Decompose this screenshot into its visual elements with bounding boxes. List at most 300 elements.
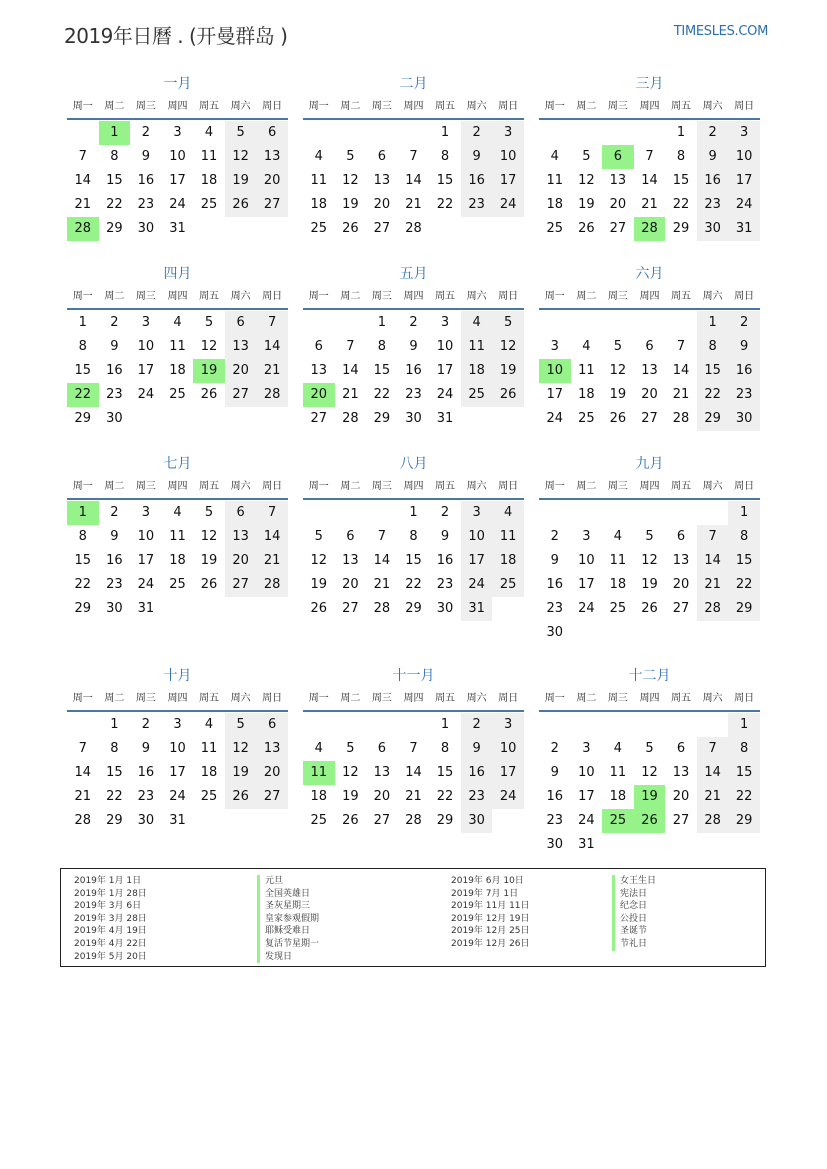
day-cell: 27 xyxy=(373,813,391,828)
weekday-label: 周一 xyxy=(308,291,329,302)
day-cell: 3 xyxy=(582,529,591,544)
holiday-name: 皇家参观假期 xyxy=(257,913,319,926)
day-cell: 3 xyxy=(440,315,450,330)
holiday-name: 纪念日 xyxy=(612,900,656,913)
day-cell: 7 xyxy=(256,501,288,525)
months-grid xyxy=(67,72,760,857)
day-cell: 11 xyxy=(609,765,627,780)
empty-day xyxy=(335,311,367,335)
weekday-label: 周五 xyxy=(199,693,220,704)
day-cell: 11 xyxy=(200,741,218,756)
day-cell: 19 xyxy=(641,577,658,592)
day-cell: 15 xyxy=(672,173,690,188)
weekday-header xyxy=(303,688,524,712)
day-cell: 21 xyxy=(405,197,422,212)
month-name: 六月 xyxy=(635,266,664,282)
day-cell: 9 xyxy=(110,529,119,544)
day-cell: 9 xyxy=(550,553,559,568)
day-cell: 17 xyxy=(461,549,493,573)
day-cell: 6 xyxy=(256,713,288,737)
weekday-label: 周五 xyxy=(435,693,456,704)
day-cell: 13 xyxy=(373,173,391,188)
weekday-label: 周二 xyxy=(104,693,125,704)
weekday-label: 周日 xyxy=(498,291,519,302)
day-cell: 22 xyxy=(728,785,760,809)
empty-day xyxy=(602,713,634,737)
month-calendar xyxy=(67,262,288,452)
month-name: 三月 xyxy=(635,76,664,92)
day-cell: 26 xyxy=(225,193,257,217)
day-cell: 1 xyxy=(377,315,387,330)
day-cell: 18 xyxy=(578,387,595,402)
day-grid xyxy=(539,713,760,857)
day-cell: 29 xyxy=(106,221,123,236)
day-cell: 26 xyxy=(578,221,595,236)
day-cell: 11 xyxy=(546,173,564,188)
day-cell: 5 xyxy=(346,149,355,164)
weekday-label: 周二 xyxy=(340,481,361,492)
weekday-label: 周四 xyxy=(167,693,188,704)
day-cell: 4 xyxy=(550,149,559,164)
day-cell: 16 xyxy=(405,363,422,378)
empty-day xyxy=(303,311,335,335)
day-cell: 6 xyxy=(225,311,257,335)
day-cell: 26 xyxy=(310,601,328,616)
day-cell: 29 xyxy=(373,411,391,426)
empty-day xyxy=(539,121,571,145)
day-cell: 2 xyxy=(461,713,493,737)
day-cell: 11 xyxy=(310,173,328,188)
day-cell: 1 xyxy=(78,315,87,330)
day-cell: 18 xyxy=(461,359,493,383)
empty-day xyxy=(571,121,603,145)
day-cell: 26 xyxy=(200,387,218,402)
month-name: 九月 xyxy=(635,456,664,472)
empty-day xyxy=(335,713,367,737)
day-cell: 27 xyxy=(672,601,690,616)
day-cell: 31 xyxy=(169,221,186,236)
day-cell: 21 xyxy=(641,197,658,212)
day-cell: 5 xyxy=(346,741,355,756)
day-cell: 5 xyxy=(645,741,654,756)
weekday-header xyxy=(539,476,760,500)
day-cell: 3 xyxy=(141,315,151,330)
day-cell: 22 xyxy=(672,197,690,212)
day-cell: 13 xyxy=(225,525,257,549)
empty-day xyxy=(571,501,603,525)
holiday-name: 圣灰星期三 xyxy=(257,900,319,913)
day-cell: 12 xyxy=(310,553,328,568)
day-cell: 4 xyxy=(613,741,623,756)
day-cell: 30 xyxy=(405,411,422,426)
day-cell: 24 xyxy=(546,411,564,426)
day-cell: 1 xyxy=(110,717,119,732)
holiday-date: 2019年 4月 22日 xyxy=(74,938,147,949)
empty-day xyxy=(398,121,430,145)
day-cell: 10 xyxy=(492,145,524,169)
day-cell: 23 xyxy=(405,387,422,402)
day-cell: 17 xyxy=(546,387,564,402)
day-cell: 21 xyxy=(672,387,690,402)
day-cell: 24 xyxy=(169,197,186,212)
day-cell: 2 xyxy=(440,505,450,520)
weekday-label: 周五 xyxy=(671,291,692,302)
day-cell: 4 xyxy=(314,741,323,756)
weekday-label: 周六 xyxy=(466,481,487,492)
holiday-name: 复活节星期一 xyxy=(257,938,319,951)
empty-day xyxy=(571,713,603,737)
day-cell: 3 xyxy=(582,741,591,756)
weekday-label: 周六 xyxy=(466,291,487,302)
day-cell: 12 xyxy=(225,737,257,761)
holiday-date: 2019年 4月 19日 xyxy=(74,926,147,937)
weekday-label: 周三 xyxy=(371,101,392,112)
day-cell: 27 xyxy=(310,411,328,426)
weekday-label: 周二 xyxy=(576,291,597,302)
empty-day xyxy=(665,713,697,737)
day-cell: 28 xyxy=(74,813,92,828)
weekday-label: 周六 xyxy=(230,481,251,492)
day-cell: 21 xyxy=(373,577,391,592)
day-cell: 23 xyxy=(546,813,564,828)
holiday-day-cell: 28 xyxy=(67,217,99,241)
day-cell: 27 xyxy=(609,221,627,236)
day-cell: 15 xyxy=(74,363,92,378)
day-cell: 7 xyxy=(256,311,288,335)
weekday-label: 周四 xyxy=(639,481,660,492)
day-cell: 11 xyxy=(169,529,186,544)
weekday-label: 周四 xyxy=(403,291,424,302)
day-cell: 14 xyxy=(672,363,690,378)
empty-day xyxy=(634,311,666,335)
weekday-label: 周日 xyxy=(262,481,283,492)
weekday-label: 周一 xyxy=(544,291,565,302)
day-cell: 4 xyxy=(173,505,182,520)
day-cell: 17 xyxy=(578,789,595,804)
day-cell: 17 xyxy=(728,169,760,193)
day-cell: 12 xyxy=(578,173,595,188)
holiday-names-col-1 xyxy=(257,875,319,963)
empty-day xyxy=(67,121,99,145)
day-cell: 17 xyxy=(169,765,186,780)
day-cell: 22 xyxy=(373,387,391,402)
weekday-label: 周一 xyxy=(308,481,329,492)
empty-day xyxy=(634,121,666,145)
day-cell: 30 xyxy=(697,217,729,241)
day-cell: 6 xyxy=(377,741,387,756)
day-cell: 26 xyxy=(225,785,257,809)
month-calendar xyxy=(303,262,524,452)
day-cell: 6 xyxy=(314,339,323,354)
weekday-label: 周六 xyxy=(702,481,723,492)
day-cell: 15 xyxy=(106,173,123,188)
day-cell: 2 xyxy=(141,125,151,140)
day-cell: 25 xyxy=(310,813,328,828)
day-cell: 13 xyxy=(256,737,288,761)
holiday-date: 2019年 3月 6日 xyxy=(74,901,142,912)
day-cell: 22 xyxy=(74,577,92,592)
day-cell: 24 xyxy=(578,813,595,828)
weekday-label: 周三 xyxy=(607,481,628,492)
day-cell: 15 xyxy=(728,549,760,573)
day-cell: 3 xyxy=(173,717,182,732)
day-cell: 4 xyxy=(492,501,524,525)
holiday-date: 2019年 1月 1日 xyxy=(74,876,142,886)
weekday-label: 周二 xyxy=(576,693,597,704)
holiday-name: 耶稣受难日 xyxy=(257,925,319,938)
empty-day xyxy=(335,501,367,525)
holiday-dates-col-1 xyxy=(74,875,147,963)
day-cell: 21 xyxy=(256,549,288,573)
day-cell: 14 xyxy=(256,335,288,359)
month-name: 四月 xyxy=(163,266,192,282)
day-cell: 14 xyxy=(74,765,92,780)
day-grid xyxy=(67,501,288,621)
weekday-label: 周三 xyxy=(135,291,156,302)
day-cell: 8 xyxy=(440,741,450,756)
month-name: 一月 xyxy=(163,76,192,92)
weekday-header xyxy=(67,96,288,120)
day-grid xyxy=(539,121,760,241)
empty-day xyxy=(602,121,634,145)
day-cell: 18 xyxy=(609,577,627,592)
holiday-name: 公投日 xyxy=(612,913,656,926)
weekday-label: 周四 xyxy=(403,481,424,492)
holiday-date: 2019年 12月 26日 xyxy=(451,938,530,949)
holiday-name: 女王生日 xyxy=(612,875,656,888)
day-cell: 20 xyxy=(256,761,288,785)
weekday-label: 周四 xyxy=(403,101,424,112)
holiday-name: 宪法日 xyxy=(612,888,656,901)
empty-day xyxy=(697,501,729,525)
holiday-date: 2019年 6月 10日 xyxy=(451,876,524,886)
day-cell: 6 xyxy=(256,121,288,145)
holiday-name: 元旦 xyxy=(257,875,319,888)
day-cell: 30 xyxy=(436,601,454,616)
day-cell: 23 xyxy=(106,387,123,402)
day-cell: 26 xyxy=(609,411,627,426)
day-cell: 16 xyxy=(106,363,123,378)
day-cell: 6 xyxy=(377,149,387,164)
day-cell: 14 xyxy=(697,549,729,573)
empty-day xyxy=(571,311,603,335)
day-cell: 24 xyxy=(578,601,595,616)
weekday-label: 周一 xyxy=(72,693,93,704)
weekday-label: 周日 xyxy=(734,693,755,704)
weekday-label: 周二 xyxy=(340,291,361,302)
day-cell: 17 xyxy=(137,363,155,378)
day-cell: 4 xyxy=(204,717,214,732)
day-cell: 18 xyxy=(200,173,218,188)
day-cell: 25 xyxy=(546,221,564,236)
holiday-date: 2019年 7月 1日 xyxy=(451,888,519,899)
day-cell: 13 xyxy=(672,765,690,780)
day-cell: 23 xyxy=(697,193,729,217)
weekday-label: 周二 xyxy=(104,101,125,112)
day-cell: 14 xyxy=(373,553,391,568)
day-cell: 20 xyxy=(672,577,690,592)
holiday-day-cell: 19 xyxy=(193,359,225,383)
weekday-label: 周四 xyxy=(639,291,660,302)
weekday-header xyxy=(67,688,288,712)
holiday-day-cell: 26 xyxy=(634,809,666,833)
day-grid xyxy=(539,501,760,645)
weekday-header xyxy=(303,476,524,500)
day-cell: 28 xyxy=(697,597,729,621)
weekday-label: 周三 xyxy=(607,101,628,112)
day-cell: 19 xyxy=(578,197,595,212)
day-cell: 6 xyxy=(645,339,654,354)
day-cell: 21 xyxy=(697,573,729,597)
month-calendar xyxy=(67,452,288,664)
day-cell: 3 xyxy=(173,125,182,140)
day-cell: 9 xyxy=(461,145,493,169)
day-cell: 28 xyxy=(256,573,288,597)
weekday-label: 周六 xyxy=(702,101,723,112)
day-cell: 18 xyxy=(609,789,627,804)
empty-day xyxy=(335,121,367,145)
day-cell: 7 xyxy=(676,339,686,354)
weekday-label: 周五 xyxy=(671,693,692,704)
day-cell: 8 xyxy=(78,339,87,354)
day-cell: 31 xyxy=(578,837,595,852)
day-cell: 27 xyxy=(256,193,288,217)
day-cell: 1 xyxy=(728,713,760,737)
day-cell: 9 xyxy=(141,149,151,164)
day-cell: 3 xyxy=(492,713,524,737)
weekday-label: 周四 xyxy=(639,101,660,112)
weekday-label: 周六 xyxy=(702,693,723,704)
day-cell: 20 xyxy=(373,197,391,212)
holiday-name: 节礼日 xyxy=(612,938,656,951)
day-cell: 20 xyxy=(256,169,288,193)
day-cell: 18 xyxy=(169,553,186,568)
holiday-date: 2019年 12月 19日 xyxy=(451,913,530,924)
day-cell: 3 xyxy=(141,505,151,520)
day-cell: 3 xyxy=(461,501,493,525)
weekday-header xyxy=(539,96,760,120)
month-calendar xyxy=(67,664,288,857)
day-cell: 24 xyxy=(137,577,155,592)
day-cell: 11 xyxy=(200,149,218,164)
empty-day xyxy=(697,713,729,737)
day-cell: 30 xyxy=(106,411,123,426)
weekday-label: 周五 xyxy=(199,481,220,492)
weekday-label: 周五 xyxy=(435,481,456,492)
month-name: 十二月 xyxy=(628,668,671,684)
day-cell: 12 xyxy=(200,339,218,354)
day-cell: 7 xyxy=(697,737,729,761)
day-cell: 8 xyxy=(110,149,119,164)
holiday-date: 2019年 5月 20日 xyxy=(74,951,147,962)
day-cell: 4 xyxy=(461,311,493,335)
day-cell: 18 xyxy=(169,363,186,378)
day-cell: 31 xyxy=(137,601,155,616)
day-cell: 13 xyxy=(609,173,627,188)
holiday-date: 2019年 1月 28日 xyxy=(74,888,147,899)
empty-day xyxy=(634,501,666,525)
day-cell: 17 xyxy=(169,173,186,188)
weekday-label: 周一 xyxy=(72,481,93,492)
day-cell: 14 xyxy=(256,525,288,549)
day-cell: 7 xyxy=(645,149,654,164)
day-cell: 8 xyxy=(440,149,450,164)
day-cell: 16 xyxy=(546,789,564,804)
empty-day xyxy=(539,713,571,737)
day-cell: 31 xyxy=(169,813,186,828)
day-grid xyxy=(539,311,760,431)
holiday-dates-col-2 xyxy=(451,875,530,951)
empty-day xyxy=(665,501,697,525)
day-cell: 17 xyxy=(436,363,454,378)
weekday-label: 周日 xyxy=(498,481,519,492)
day-cell: 27 xyxy=(342,601,359,616)
weekday-label: 周二 xyxy=(104,481,125,492)
day-grid xyxy=(67,311,288,431)
weekday-header xyxy=(303,286,524,310)
month-calendar xyxy=(539,72,760,262)
holiday-date: 2019年 12月 25日 xyxy=(451,926,530,937)
day-cell: 20 xyxy=(373,789,391,804)
day-cell: 28 xyxy=(373,601,391,616)
holiday-day-cell: 19 xyxy=(634,785,666,809)
day-cell: 15 xyxy=(373,363,391,378)
weekday-label: 周三 xyxy=(135,101,156,112)
month-name: 十一月 xyxy=(392,668,435,684)
day-cell: 23 xyxy=(137,789,155,804)
day-cell: 13 xyxy=(342,553,359,568)
day-cell: 16 xyxy=(436,553,454,568)
day-cell: 13 xyxy=(641,363,658,378)
holiday-day-cell: 1 xyxy=(99,121,131,145)
day-cell: 24 xyxy=(492,785,524,809)
day-cell: 9 xyxy=(728,335,760,359)
day-cell: 7 xyxy=(377,529,387,544)
day-cell: 12 xyxy=(225,145,257,169)
day-cell: 12 xyxy=(342,173,359,188)
weekday-label: 周日 xyxy=(734,481,755,492)
empty-day xyxy=(602,501,634,525)
day-cell: 24 xyxy=(436,387,454,402)
day-cell: 12 xyxy=(641,553,658,568)
day-cell: 18 xyxy=(310,789,328,804)
day-cell: 23 xyxy=(546,601,564,616)
day-cell: 23 xyxy=(461,193,493,217)
day-cell: 15 xyxy=(436,765,454,780)
day-cell: 10 xyxy=(169,741,186,756)
holiday-name: 全国英雄日 xyxy=(257,888,319,901)
weekday-label: 周二 xyxy=(104,291,125,302)
site-name[interactable]: TIMESLES.COM xyxy=(673,24,768,39)
day-cell: 31 xyxy=(461,597,493,621)
day-grid xyxy=(303,121,524,241)
weekday-label: 周日 xyxy=(262,693,283,704)
day-cell: 22 xyxy=(106,789,123,804)
day-cell: 19 xyxy=(609,387,627,402)
day-cell: 7 xyxy=(78,741,87,756)
day-cell: 13 xyxy=(256,145,288,169)
day-cell: 25 xyxy=(492,573,524,597)
day-cell: 26 xyxy=(200,577,218,592)
day-cell: 2 xyxy=(461,121,493,145)
empty-day xyxy=(303,121,335,145)
day-cell: 10 xyxy=(461,525,493,549)
day-cell: 20 xyxy=(225,549,257,573)
day-cell: 16 xyxy=(728,359,760,383)
day-cell: 30 xyxy=(137,813,155,828)
day-cell: 9 xyxy=(440,529,450,544)
day-cell: 27 xyxy=(672,813,690,828)
